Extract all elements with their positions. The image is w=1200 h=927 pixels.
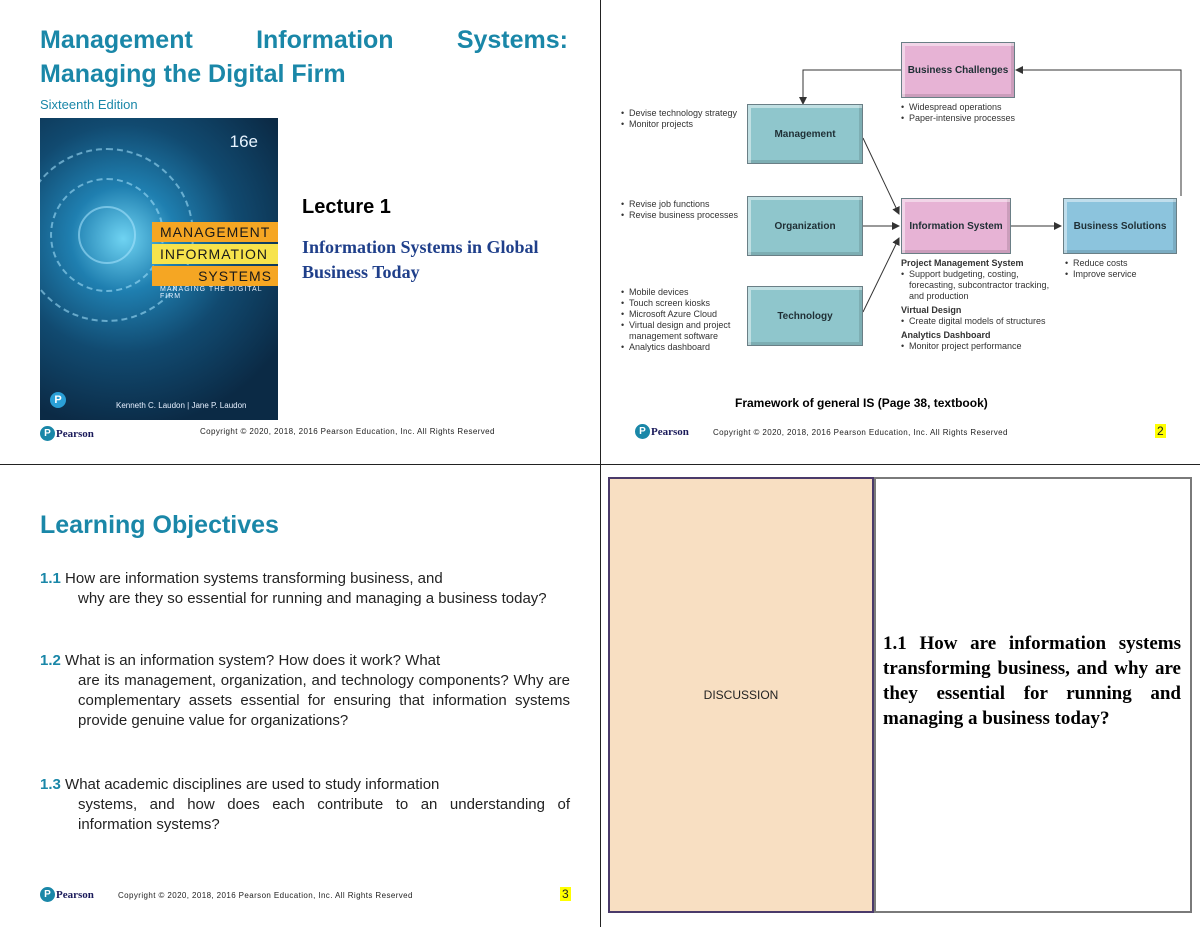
objective-text-cont: are its management, organization, and technology components? Why are complementary assets essential for ensuring that information systems provide genuine value for organizations? [78,672,570,729]
copyright-text: Copyright © 2020, 2018, 2016 Pearson Education, Inc. All Rights Reserved [713,428,1008,437]
pearson-icon: P [40,426,55,441]
bullet-item: • Microsoft Azure Cloud [621,309,739,320]
slide-framework [601,0,1200,464]
pearson-logo [635,424,689,439]
pearson-wordmark: Pearson [56,888,94,901]
bullet-item: • Create digital models of structures [901,316,1063,327]
discussion-panel [608,477,874,913]
objective-text: What academic disciplines are used to study information [65,776,440,793]
arrow-technology-to-is [863,238,899,312]
cover-ring-inner [78,206,136,264]
bullet-item: • Revise job functions [621,199,739,210]
cover-edition-badge: 16e [229,132,258,151]
objective-text: How are information systems transforming business, and [65,570,443,587]
pearson-icon: P [40,887,55,902]
lecture-subtitle: Information Systems in Global Business Today [302,237,539,282]
bullet-item: • Mobile devices [621,287,739,298]
information-system-box: Information System [901,198,1011,254]
objective-1-3 [40,775,570,835]
question-panel [874,477,1192,913]
objective-number: 1.3 [40,776,61,793]
arrow-solutions-to-challenges [1016,70,1181,196]
pearson-wordmark: Pearson [56,427,94,440]
bullet-item: • Virtual design and project management software [621,320,739,342]
business-solutions-box: Business Solutions [1063,198,1177,254]
bullet-item: • Devise technology strategy [621,108,739,119]
challenges-bullets [901,102,1081,124]
copyright-text: Copyright © 2020, 2018, 2016 Pearson Education, Inc. All Rights Reserved [118,891,413,900]
objective-text-cont: why are they so essential for running and managing a business today? [78,590,547,607]
pms-heading: Project Management System [901,258,1024,268]
analytics-dashboard-bullets [901,341,1063,352]
slide-learning-objectives [0,465,600,927]
edition-label: Sixteenth Edition [40,97,138,112]
cover-word-systems: SYSTEMS [152,266,278,286]
slide-discussion [601,465,1200,927]
copyright-text: Copyright © 2020, 2018, 2016 Pearson Education, Inc. All Rights Reserved [200,427,495,436]
objective-number: 1.1 [40,570,61,587]
objective-text-cont: systems, and how does each contribute to an understanding of information systems? [78,796,570,833]
objective-number: 1.2 [40,652,61,669]
cover-word-information: INFORMATION [152,244,278,264]
cover-pearson-icon: P [50,392,66,408]
bullet-item: • Paper-intensive processes [901,113,1081,124]
business-challenges-box: Business Challenges [901,42,1015,98]
bullet-item: • Widespread operations [901,102,1081,113]
pms-bullets [901,269,1063,302]
is-details [901,258,1063,352]
bullet-item: • Touch screen kiosks [621,298,739,309]
page-number: 3 [562,887,569,901]
book-title-line1: Management Information Systems: [40,26,568,54]
bullet-item: • Improve service [1065,269,1175,280]
page-number: 2 [1157,424,1164,438]
bullet-item: • Reduce costs [1065,258,1175,269]
virtual-design-heading: Virtual Design [901,305,962,315]
book-title-line2: Managing the Digital Firm [40,60,346,88]
technology-bullets [621,287,739,353]
bullet-item: • Analytics dashboard [621,342,739,353]
pearson-logo [40,887,94,902]
objective-text: What is an information system? How does it work? What [65,652,441,669]
book-cover-image [40,118,278,420]
technology-box: Technology [747,286,863,346]
arrow-management-to-is [863,138,899,214]
diagram-caption: Framework of general IS (Page 38, textbook) [735,396,988,410]
organization-box: Organization [747,196,863,256]
solutions-bullets [1065,258,1175,280]
discussion-label: DISCUSSION [703,688,779,702]
pearson-wordmark: Pearson [651,425,689,438]
bullet-item: • Monitor project performance [901,341,1063,352]
cover-word-management: MANAGEMENT [152,222,278,242]
organization-bullets [621,199,739,221]
lecture-heading: Lecture 1 [302,196,391,218]
bullet-item: • Monitor projects [621,119,739,130]
objective-1-2 [40,651,570,731]
management-box: Management [747,104,863,164]
slide-title [0,0,600,464]
bullet-item: • Support budgeting, costing, forecasting, subcontractor tracking, and production [901,269,1063,302]
cover-subtitle: MANAGING THE DIGITAL FIRM [160,286,263,300]
arrow-challenges-to-management [803,70,901,104]
cover-authors: Kenneth C. Laudon | Jane P. Laudon [116,401,247,410]
analytics-dashboard-heading: Analytics Dashboard [901,330,991,340]
pearson-icon: P [635,424,650,439]
pearson-logo [40,426,94,441]
objective-1-1 [40,569,570,609]
bullet-item: • Revise business processes [621,210,739,221]
discussion-question: 1.1 How are information systems transforming business, and why are they essential for running and managing a business today? [883,633,1181,729]
virtual-design-bullets [901,316,1063,327]
management-bullets [621,108,739,130]
learning-objectives-title: Learning Objectives [40,511,279,539]
